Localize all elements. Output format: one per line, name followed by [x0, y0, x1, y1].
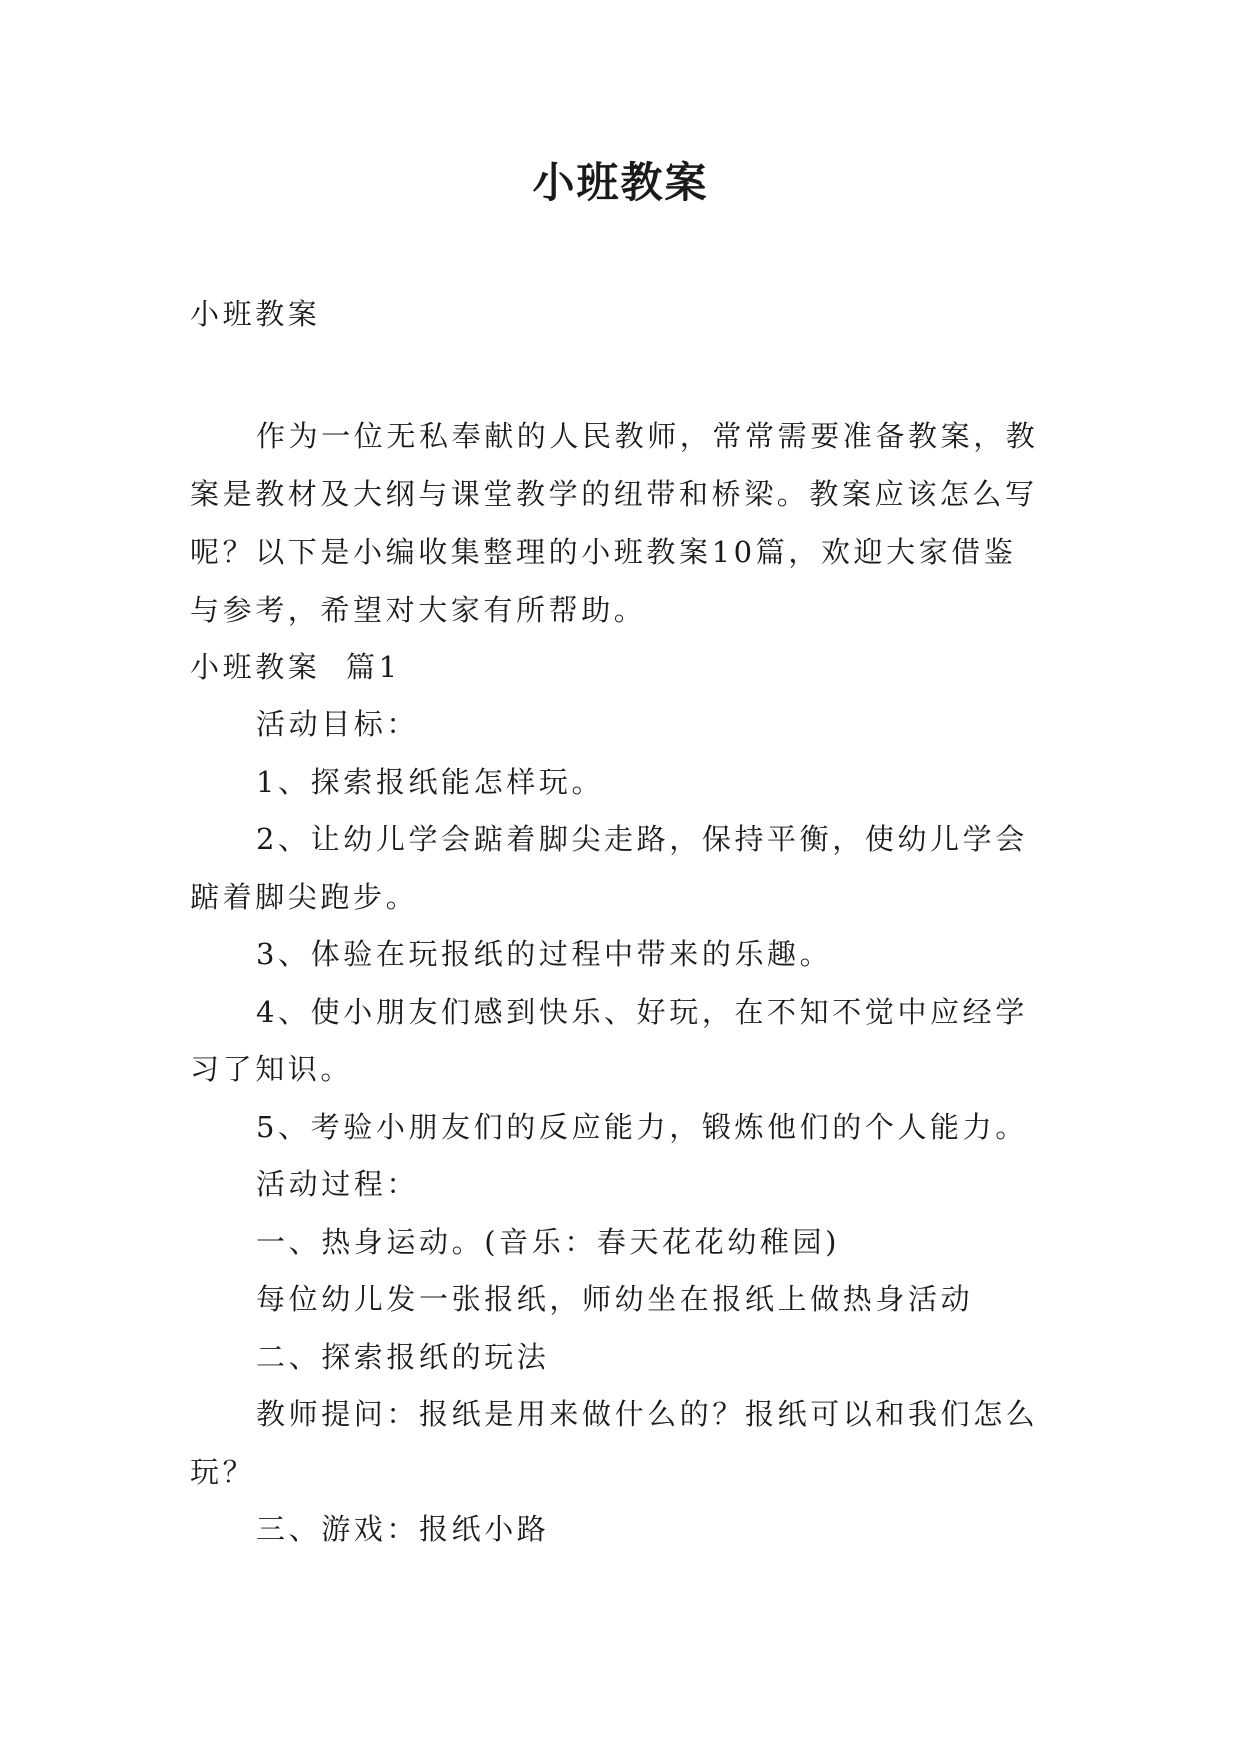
- goals-heading: 活动目标：: [256, 707, 420, 741]
- process-step-detail: 教师提问：报纸是用来做什么的？报纸可以和我们怎么: [256, 1397, 1039, 1431]
- document-body: [190, 286, 1052, 1559]
- goal-item: 5、考验小朋友们的反应能力，锻炼他们的个人能力。: [256, 1109, 1028, 1144]
- process-step-detail: 每位幼儿发一张报纸，师幼坐在报纸上做热身活动: [256, 1282, 974, 1316]
- spacer: [190, 344, 1052, 401]
- intro-line: 作为一位无私奉献的人民教师，常常需要准备教案，教: [256, 418, 1039, 453]
- section-heading: 小班教案 篇1: [190, 649, 401, 684]
- process-step-detail-continued: 玩？: [190, 1454, 256, 1489]
- intro-line: 与参考，希望对大家有所帮助。: [190, 592, 647, 627]
- process-heading: 活动过程：: [256, 1167, 420, 1201]
- goal-item-continued: 踮着脚尖跑步。: [190, 879, 419, 914]
- process-step: 一、热身运动。(音乐：春天花花幼稚园): [256, 1224, 841, 1259]
- intro-paragraph: [190, 407, 1052, 639]
- document-title: 小班教案: [532, 158, 709, 207]
- goal-item: 4、使小朋友们感到快乐、好玩，在不知不觉中应经学: [256, 994, 1028, 1029]
- goal-item: 2、让幼儿学会踮着脚尖走路，保持平衡，使幼儿学会: [256, 822, 1028, 856]
- subtitle: 小班教案: [190, 297, 321, 331]
- goal-item: 3、体验在玩报纸的过程中带来的乐趣。: [256, 937, 833, 971]
- intro-line: 呢？以下是小编收集整理的小班教案10篇，欢迎大家借鉴: [190, 534, 1017, 569]
- goal-item: 1、探索报纸能怎样玩。: [256, 764, 605, 799]
- intro-line: 案是教材及大纲与课堂教学的纽带和桥梁。教案应该怎么写: [190, 476, 1038, 511]
- goal-item-continued: 习了知识。: [190, 1052, 354, 1086]
- process-step: 二、探索报纸的玩法: [256, 1339, 550, 1374]
- process-step: 三、游戏：报纸小路: [256, 1512, 550, 1546]
